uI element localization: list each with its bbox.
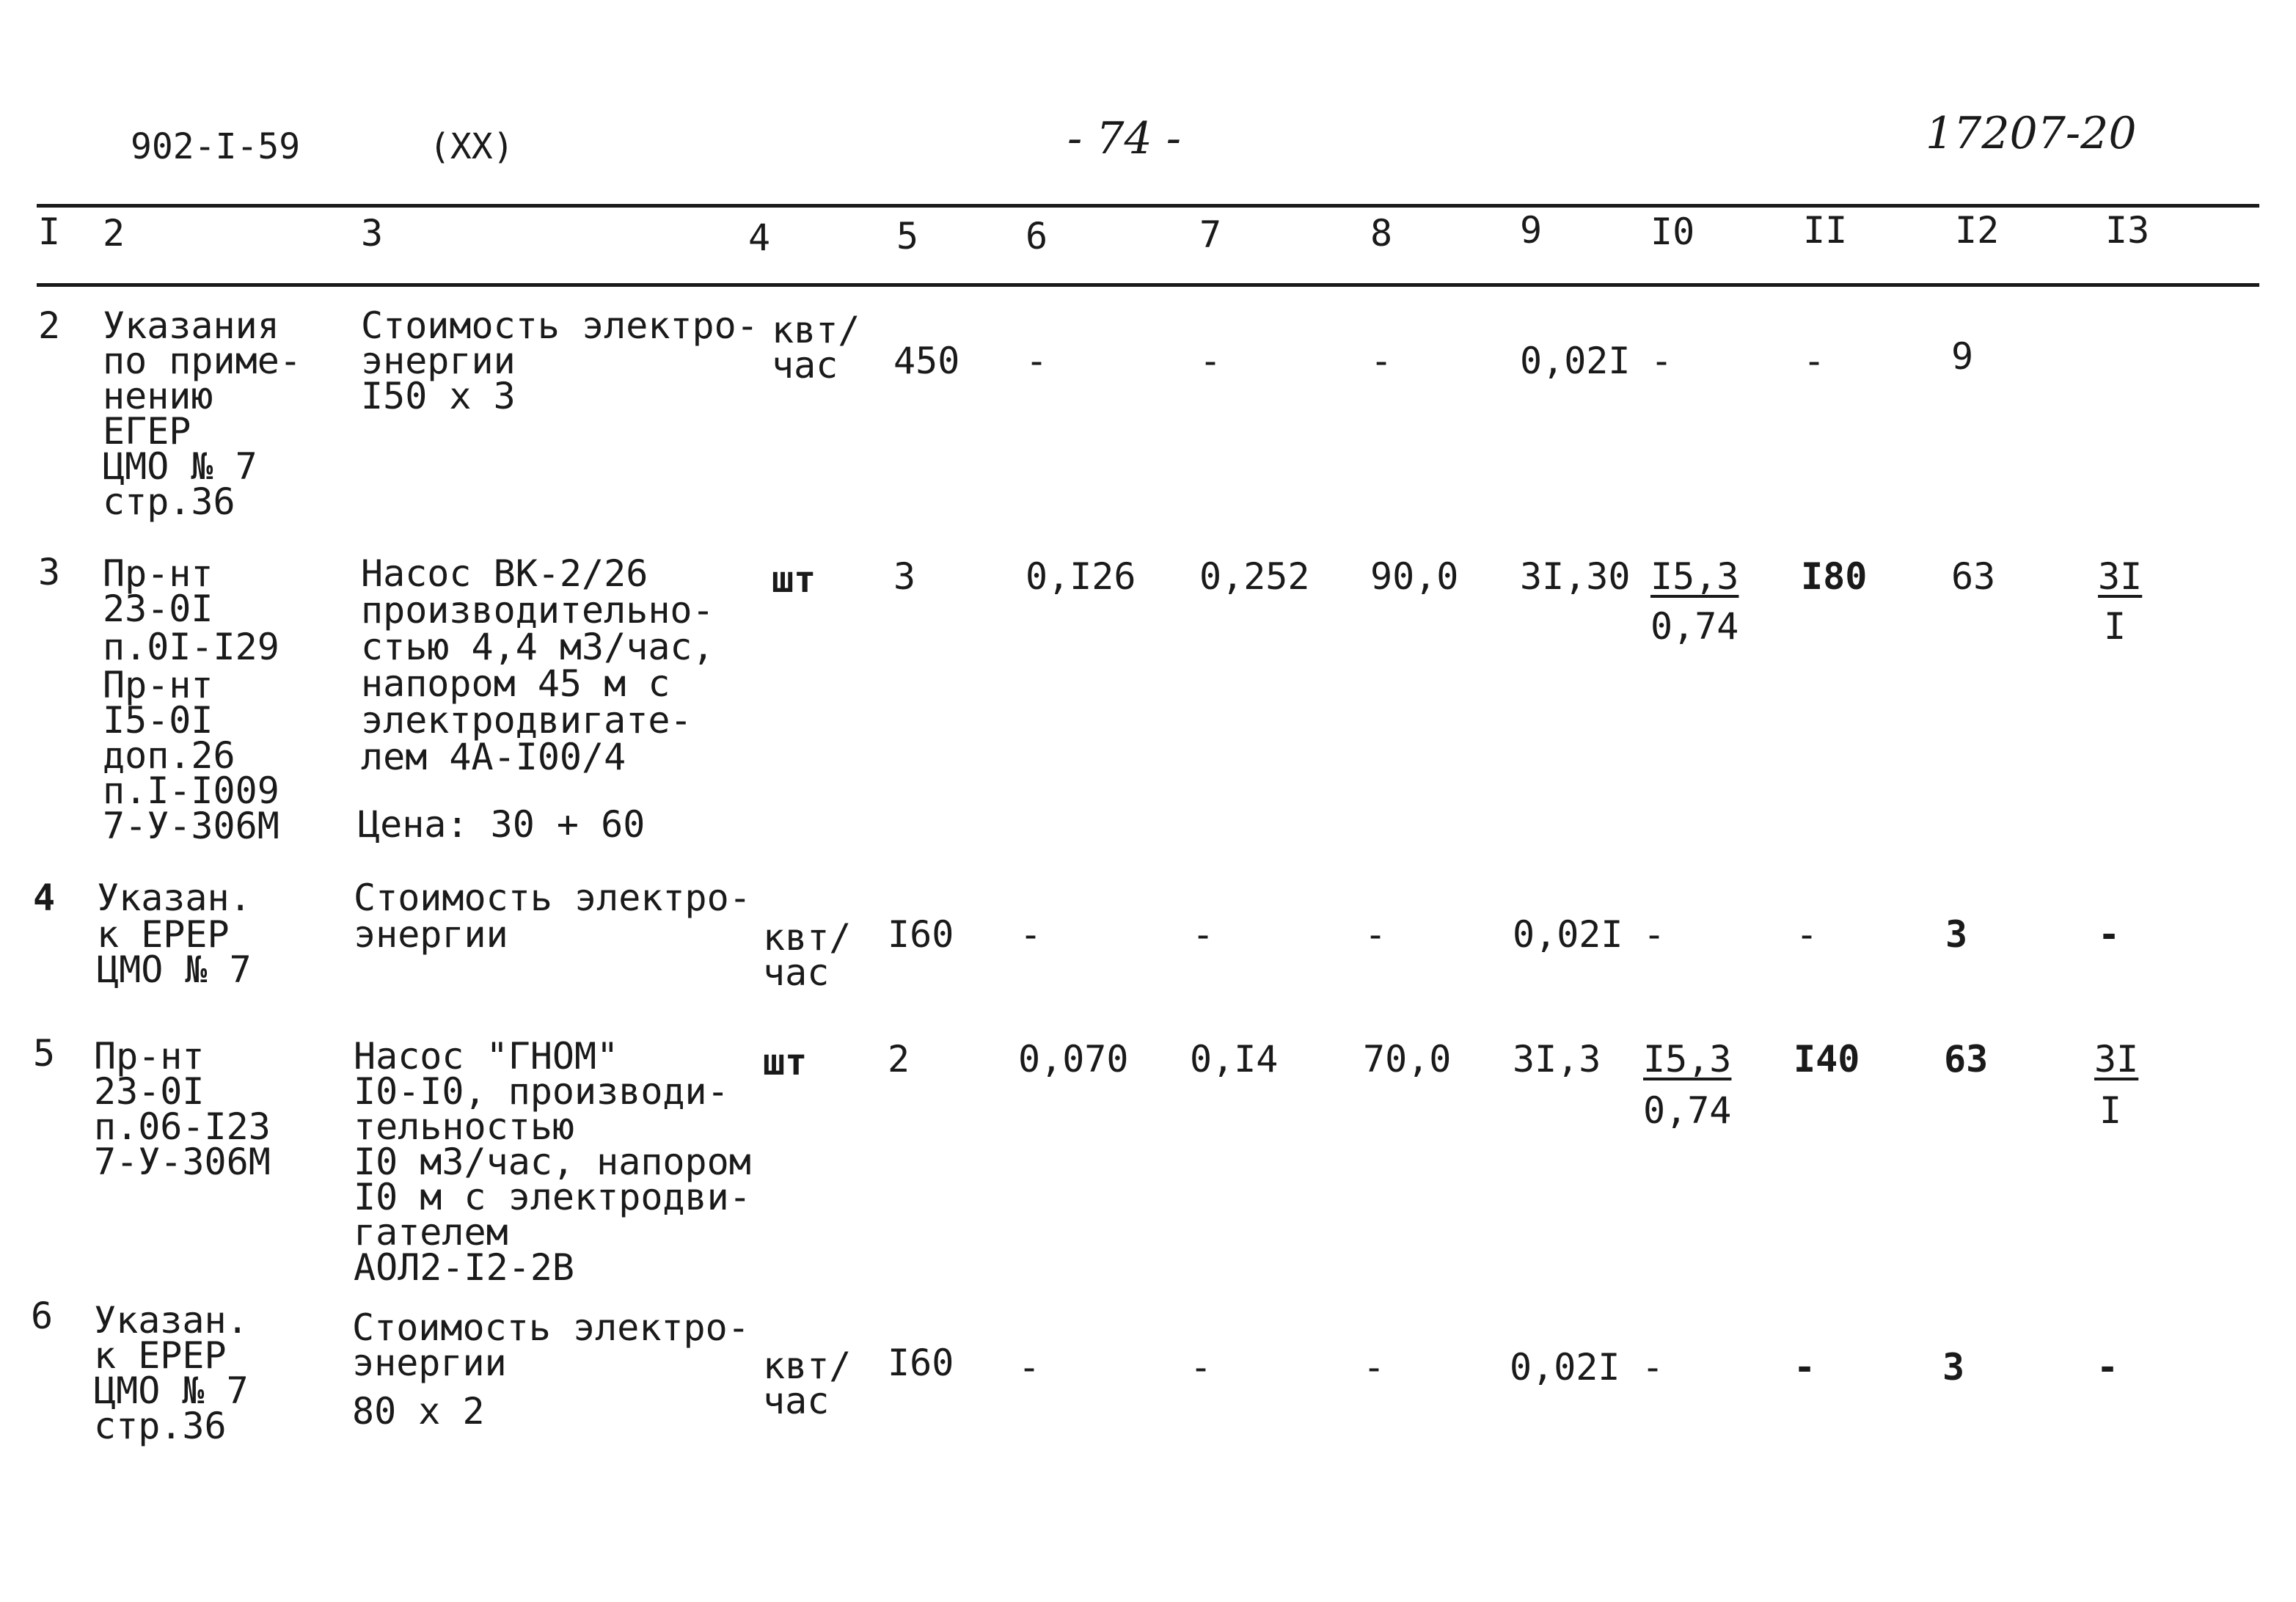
cell-col9: 3I,30 bbox=[1520, 555, 1631, 598]
column-header: 9 bbox=[1520, 209, 1543, 252]
basis-line: п.I-I009 bbox=[103, 769, 279, 812]
cell-col12: 63 bbox=[1944, 1038, 1989, 1080]
quantity: I60 bbox=[888, 913, 954, 956]
item-name-line: Стоимость электро- bbox=[352, 1306, 750, 1349]
cell-col6: - bbox=[1020, 913, 1042, 956]
basis-line: Пр-нт bbox=[103, 664, 213, 706]
item-name-line: I0 м с электродви- bbox=[354, 1176, 751, 1218]
table-top-rule bbox=[37, 204, 2259, 208]
unit-line: час bbox=[763, 1380, 830, 1422]
cell-col13: - bbox=[2098, 913, 2121, 956]
item-name-line: I0-I0, производи- bbox=[354, 1070, 729, 1113]
item-name-line: АОЛ2-I2-2В bbox=[354, 1246, 575, 1289]
basis-line: к ЕРЕР bbox=[97, 913, 230, 956]
cell-col6: - bbox=[1018, 1346, 1041, 1389]
item-name-line: 80 х 2 bbox=[352, 1390, 485, 1433]
cell-col13-top: 3I bbox=[2098, 555, 2143, 598]
cell-col8: - bbox=[1364, 913, 1387, 956]
column-header: II bbox=[1803, 209, 1848, 252]
quantity: I60 bbox=[888, 1342, 954, 1384]
basis-line: стр.36 bbox=[94, 1405, 227, 1447]
quantity: 3 bbox=[893, 555, 916, 598]
item-name-line: энергии bbox=[354, 913, 508, 956]
unit-line: шт bbox=[763, 1041, 808, 1083]
cell-col9: 0,02I bbox=[1510, 1346, 1620, 1389]
cell-col12: 3 bbox=[1945, 913, 1968, 956]
basis-line: ЦМО № 7 bbox=[103, 445, 257, 488]
basis-line: доп.26 bbox=[103, 734, 235, 777]
basis-line: 23-0I bbox=[103, 588, 213, 630]
quantity: 2 bbox=[888, 1038, 910, 1080]
cell-col12: 63 bbox=[1951, 555, 1996, 598]
item-name-line: I0 м3/час, напором bbox=[354, 1141, 751, 1183]
cell-col8: 70,0 bbox=[1363, 1038, 1452, 1080]
item-name-line: Насос ВК-2/26 bbox=[361, 552, 648, 595]
cell-col10-bottom: 0,74 bbox=[1643, 1089, 1732, 1132]
cell-col7: - bbox=[1192, 913, 1215, 956]
unit-line: час bbox=[772, 344, 838, 387]
column-header: I0 bbox=[1650, 211, 1695, 253]
item-name-line: тельностью bbox=[354, 1105, 575, 1148]
cell-col10-top: I5,3 bbox=[1643, 1038, 1732, 1080]
column-header: I bbox=[38, 211, 61, 253]
cell-col13-bottom: I bbox=[2099, 1089, 2122, 1132]
cell-col6: 0,I26 bbox=[1025, 555, 1136, 598]
basis-line: к ЕРЕР bbox=[94, 1334, 227, 1377]
basis-line: Указан. bbox=[97, 877, 252, 919]
column-header: 8 bbox=[1370, 212, 1393, 255]
item-name-line: лем 4А-I00/4 bbox=[361, 736, 626, 778]
cell-col11: I80 bbox=[1801, 555, 1868, 598]
basis-line: по приме- bbox=[103, 340, 301, 382]
item-name-line: гателем bbox=[354, 1211, 508, 1254]
unit-line: час bbox=[763, 951, 830, 994]
basis-line: Пр-нт bbox=[103, 552, 213, 595]
header-bottom-rule bbox=[37, 283, 2259, 287]
column-header: 3 bbox=[361, 212, 384, 255]
basis-line: ЕГЕР bbox=[103, 410, 191, 453]
cell-col11: - bbox=[1796, 913, 1818, 956]
column-header: I2 bbox=[1955, 209, 2000, 252]
cell-col7: 0,252 bbox=[1199, 555, 1310, 598]
cell-col10-bottom: 0,74 bbox=[1650, 605, 1739, 648]
column-header: 6 bbox=[1025, 215, 1048, 257]
column-header: I3 bbox=[2105, 209, 2150, 252]
cell-col8: - bbox=[1363, 1346, 1386, 1389]
cell-col12: 9 bbox=[1951, 335, 1974, 378]
unit-line: шт bbox=[772, 558, 816, 601]
cell-col11: - bbox=[1803, 340, 1826, 382]
page-number: - 74 - bbox=[1067, 113, 1182, 164]
basis-line: I5-0I bbox=[103, 699, 213, 742]
row-number: 6 bbox=[31, 1295, 54, 1337]
unit-line: квт/ bbox=[772, 309, 860, 351]
item-name-line: энергии bbox=[361, 340, 516, 382]
row-number: 4 bbox=[33, 877, 56, 919]
document-code: 902-I-59 bbox=[131, 126, 301, 167]
cell-col7: - bbox=[1190, 1346, 1213, 1389]
cell-col12: 3 bbox=[1942, 1346, 1965, 1389]
basis-line: Пр-нт bbox=[94, 1035, 205, 1078]
cell-col11: I40 bbox=[1794, 1038, 1860, 1080]
cell-col13-bottom: I bbox=[2104, 605, 2127, 648]
item-name-line: стью 4,4 м3/час, bbox=[361, 626, 714, 668]
column-header: 4 bbox=[748, 216, 771, 259]
cell-col6: 0,070 bbox=[1018, 1038, 1129, 1080]
item-name-line: Стоимость электро- bbox=[354, 877, 751, 919]
item-name-line: Стоимость электро- bbox=[361, 304, 758, 347]
row-number: 5 bbox=[33, 1032, 56, 1075]
unit-line: квт/ bbox=[763, 916, 852, 959]
item-name-line: I50 х 3 bbox=[361, 375, 516, 417]
series-label: (XX) bbox=[429, 126, 514, 167]
cell-col13-top: 3I bbox=[2094, 1038, 2139, 1080]
basis-line: Указания bbox=[103, 304, 279, 347]
cell-col9: 0,02I bbox=[1513, 913, 1623, 956]
basis-line: п.06-I23 bbox=[94, 1105, 271, 1148]
basis-line: ЦМО № 7 bbox=[94, 1369, 249, 1412]
cell-col10: - bbox=[1643, 913, 1666, 956]
item-name-line: производительно- bbox=[361, 589, 714, 632]
column-header: 5 bbox=[896, 215, 919, 257]
basis-line: ЦМО № 7 bbox=[97, 948, 252, 991]
cell-col7: 0,I4 bbox=[1190, 1038, 1279, 1080]
cell-col13: - bbox=[2096, 1346, 2119, 1389]
cell-col8: - bbox=[1370, 340, 1393, 382]
album-number: 17207-20 bbox=[1926, 108, 2137, 159]
unit-line: квт/ bbox=[763, 1345, 852, 1387]
cell-col11: - bbox=[1794, 1346, 1816, 1389]
basis-line: стр.36 bbox=[103, 480, 235, 523]
row-number: 2 bbox=[38, 304, 61, 347]
cell-col8: 90,0 bbox=[1370, 555, 1459, 598]
cell-col10-top: I5,3 bbox=[1650, 555, 1739, 598]
item-name-line: электродвигате- bbox=[361, 699, 692, 742]
row-number: 3 bbox=[38, 551, 61, 593]
cell-col9: 3I,3 bbox=[1513, 1038, 1601, 1080]
basis-line: 23-0I bbox=[94, 1070, 205, 1113]
basis-line: 7-У-306М bbox=[103, 805, 279, 847]
cell-col10: - bbox=[1642, 1346, 1664, 1389]
item-name-line: энергии bbox=[352, 1342, 507, 1384]
basis-line: п.0I-I29 bbox=[103, 626, 279, 668]
item-name-line: напором 45 м с bbox=[361, 662, 670, 705]
basis-line: 7-У-306М bbox=[94, 1141, 271, 1183]
cell-col9: 0,02I bbox=[1520, 340, 1631, 382]
quantity: 450 bbox=[893, 340, 960, 382]
price-note: Цена: 30 + 60 bbox=[358, 803, 646, 846]
column-header: 2 bbox=[103, 212, 125, 255]
cell-col7: - bbox=[1199, 340, 1222, 382]
item-name-line: Насос "ГНОМ" bbox=[354, 1035, 619, 1078]
basis-line: Указан. bbox=[94, 1299, 249, 1342]
column-header: 7 bbox=[1199, 213, 1222, 256]
cell-col10: - bbox=[1650, 340, 1673, 382]
basis-line: нению bbox=[103, 375, 213, 417]
cell-col6: - bbox=[1025, 340, 1048, 382]
